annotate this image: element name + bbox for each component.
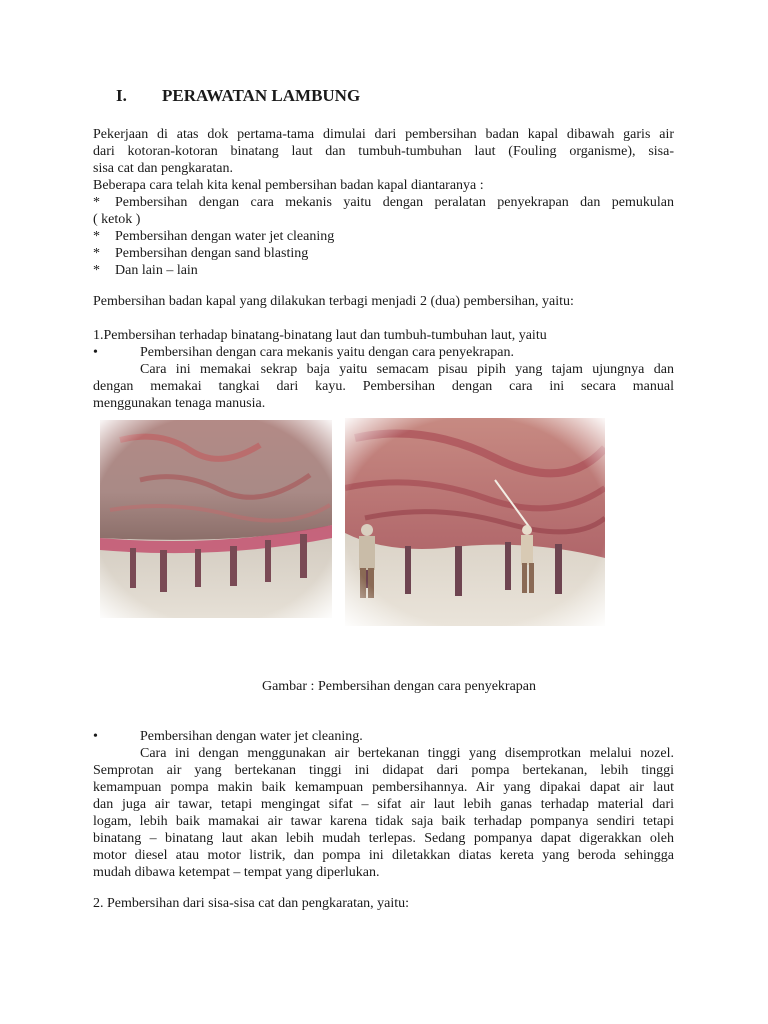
bullet-icon: • [93,729,98,744]
paragraph-line: dengan memakai tangkai dari kayu. Pembersihan dengan cara ini secara manual [93,379,674,394]
method-text: Pembersihan dengan cara mekanis yaitu dengan peralatan penyekrapan dan pemukulan [115,195,674,210]
bullet-label: Pembersihan dengan water jet cleaning. [140,729,363,744]
paragraph-line: mudah dibawa ketempat – tempat yang diperlukan. [93,865,380,880]
method-text: Pembersihan dengan sand blasting [115,246,309,261]
method-text: Dan lain – lain [115,263,198,278]
paragraph-line: Semprotan air yang bertekanan tinggi ini didapat dari pompa bertekanan, lebih tinggi [93,763,674,778]
method-text: Pembersihan dengan water jet cleaning [115,229,335,244]
section1-title: 1.Pembersihan terhadap binatang-binatang laut dan tumbuh-tumbuhan laut, yaitu [93,328,547,343]
section2-title: 2. Pembersihan dari sisa-sisa cat dan pengkaratan, yaitu: [93,896,410,911]
list-item [93,228,674,245]
intro-paragraph [93,126,674,194]
intro-line: dari kotoran-kotoran binatang laut dan tumbuh-tumbuhan laut (Fouling organisme), sisa- [93,144,674,159]
bullet-icon: • [93,345,98,360]
heading-number: I. [116,86,127,105]
asterisk-bullet-icon: * [93,263,100,278]
intro-line: Pekerjaan di atas dok pertama-tama dimulai dari pembersihan badan kapal dibawah garis air [93,127,674,142]
paragraph-line: motor diesel atau motor listrik, dan pompa ini diletakkan diatas kereta yang beroda sehingga [93,848,674,863]
list-item [93,245,674,262]
section1-bullet2 [93,728,674,881]
asterisk-bullet-icon: * [93,246,100,261]
bullet-label: Pembersihan dengan cara mekanis yaitu dengan cara penyekrapan. [140,345,514,360]
list-item [93,194,674,211]
asterisk-bullet-icon: * [93,195,100,210]
methods-list [93,194,674,279]
section1-bullet1 [93,344,674,412]
list-item [93,262,674,279]
paragraph-line: dan juga air tawar, tetapi mengingat sifat – sifat air laut lebih ganas terhadap material dari [93,797,674,812]
paragraph-line: Cara ini dengan menggunakan air bertekanan tinggi yang disemprotkan melalui nozel. [140,746,674,761]
paragraph-line: Cara ini memakai sekrap baja yaitu semacam pisau pipih yang tajam ujungnya dan [140,362,674,377]
page-title [116,86,360,106]
paragraph-line: menggunakan tenaga manusia. [93,396,266,411]
division-paragraph: Pembersihan badan kapal yang dilakukan terbagi menjadi 2 (dua) pembersihan, yaitu: [93,294,574,309]
list-item [93,728,674,745]
asterisk-bullet-icon: * [93,229,100,244]
heading-title: PERAWATAN LAMBUNG [162,86,361,105]
list-item [93,344,674,361]
photo-hull-scraping-2 [345,418,605,626]
paragraph-line: logam, lebih baik mamakai air tawar karena tidak saja baik terhadap pompanya sendiri tetapi [93,814,674,829]
paragraph-line: kemampuan pompa makin baik kemampuan pembersihannya. Air yang dipakai dapat air laut [93,780,674,795]
method-text-cont: ( ketok ) [93,212,141,227]
paragraph-line: binatang – binatang laut akan lebih mudah terlepas. Sedang pompanya dapat digerakkan oleh [93,831,674,846]
figure-caption: Gambar : Pembersihan dengan cara penyekrapan [261,679,537,694]
methods-intro: Beberapa cara telah kita kenal pembersihan badan kapal diantaranya : [93,178,484,193]
photo-hull-scraping-1 [100,420,332,618]
intro-line: sisa cat dan pengkaratan. [93,161,233,176]
